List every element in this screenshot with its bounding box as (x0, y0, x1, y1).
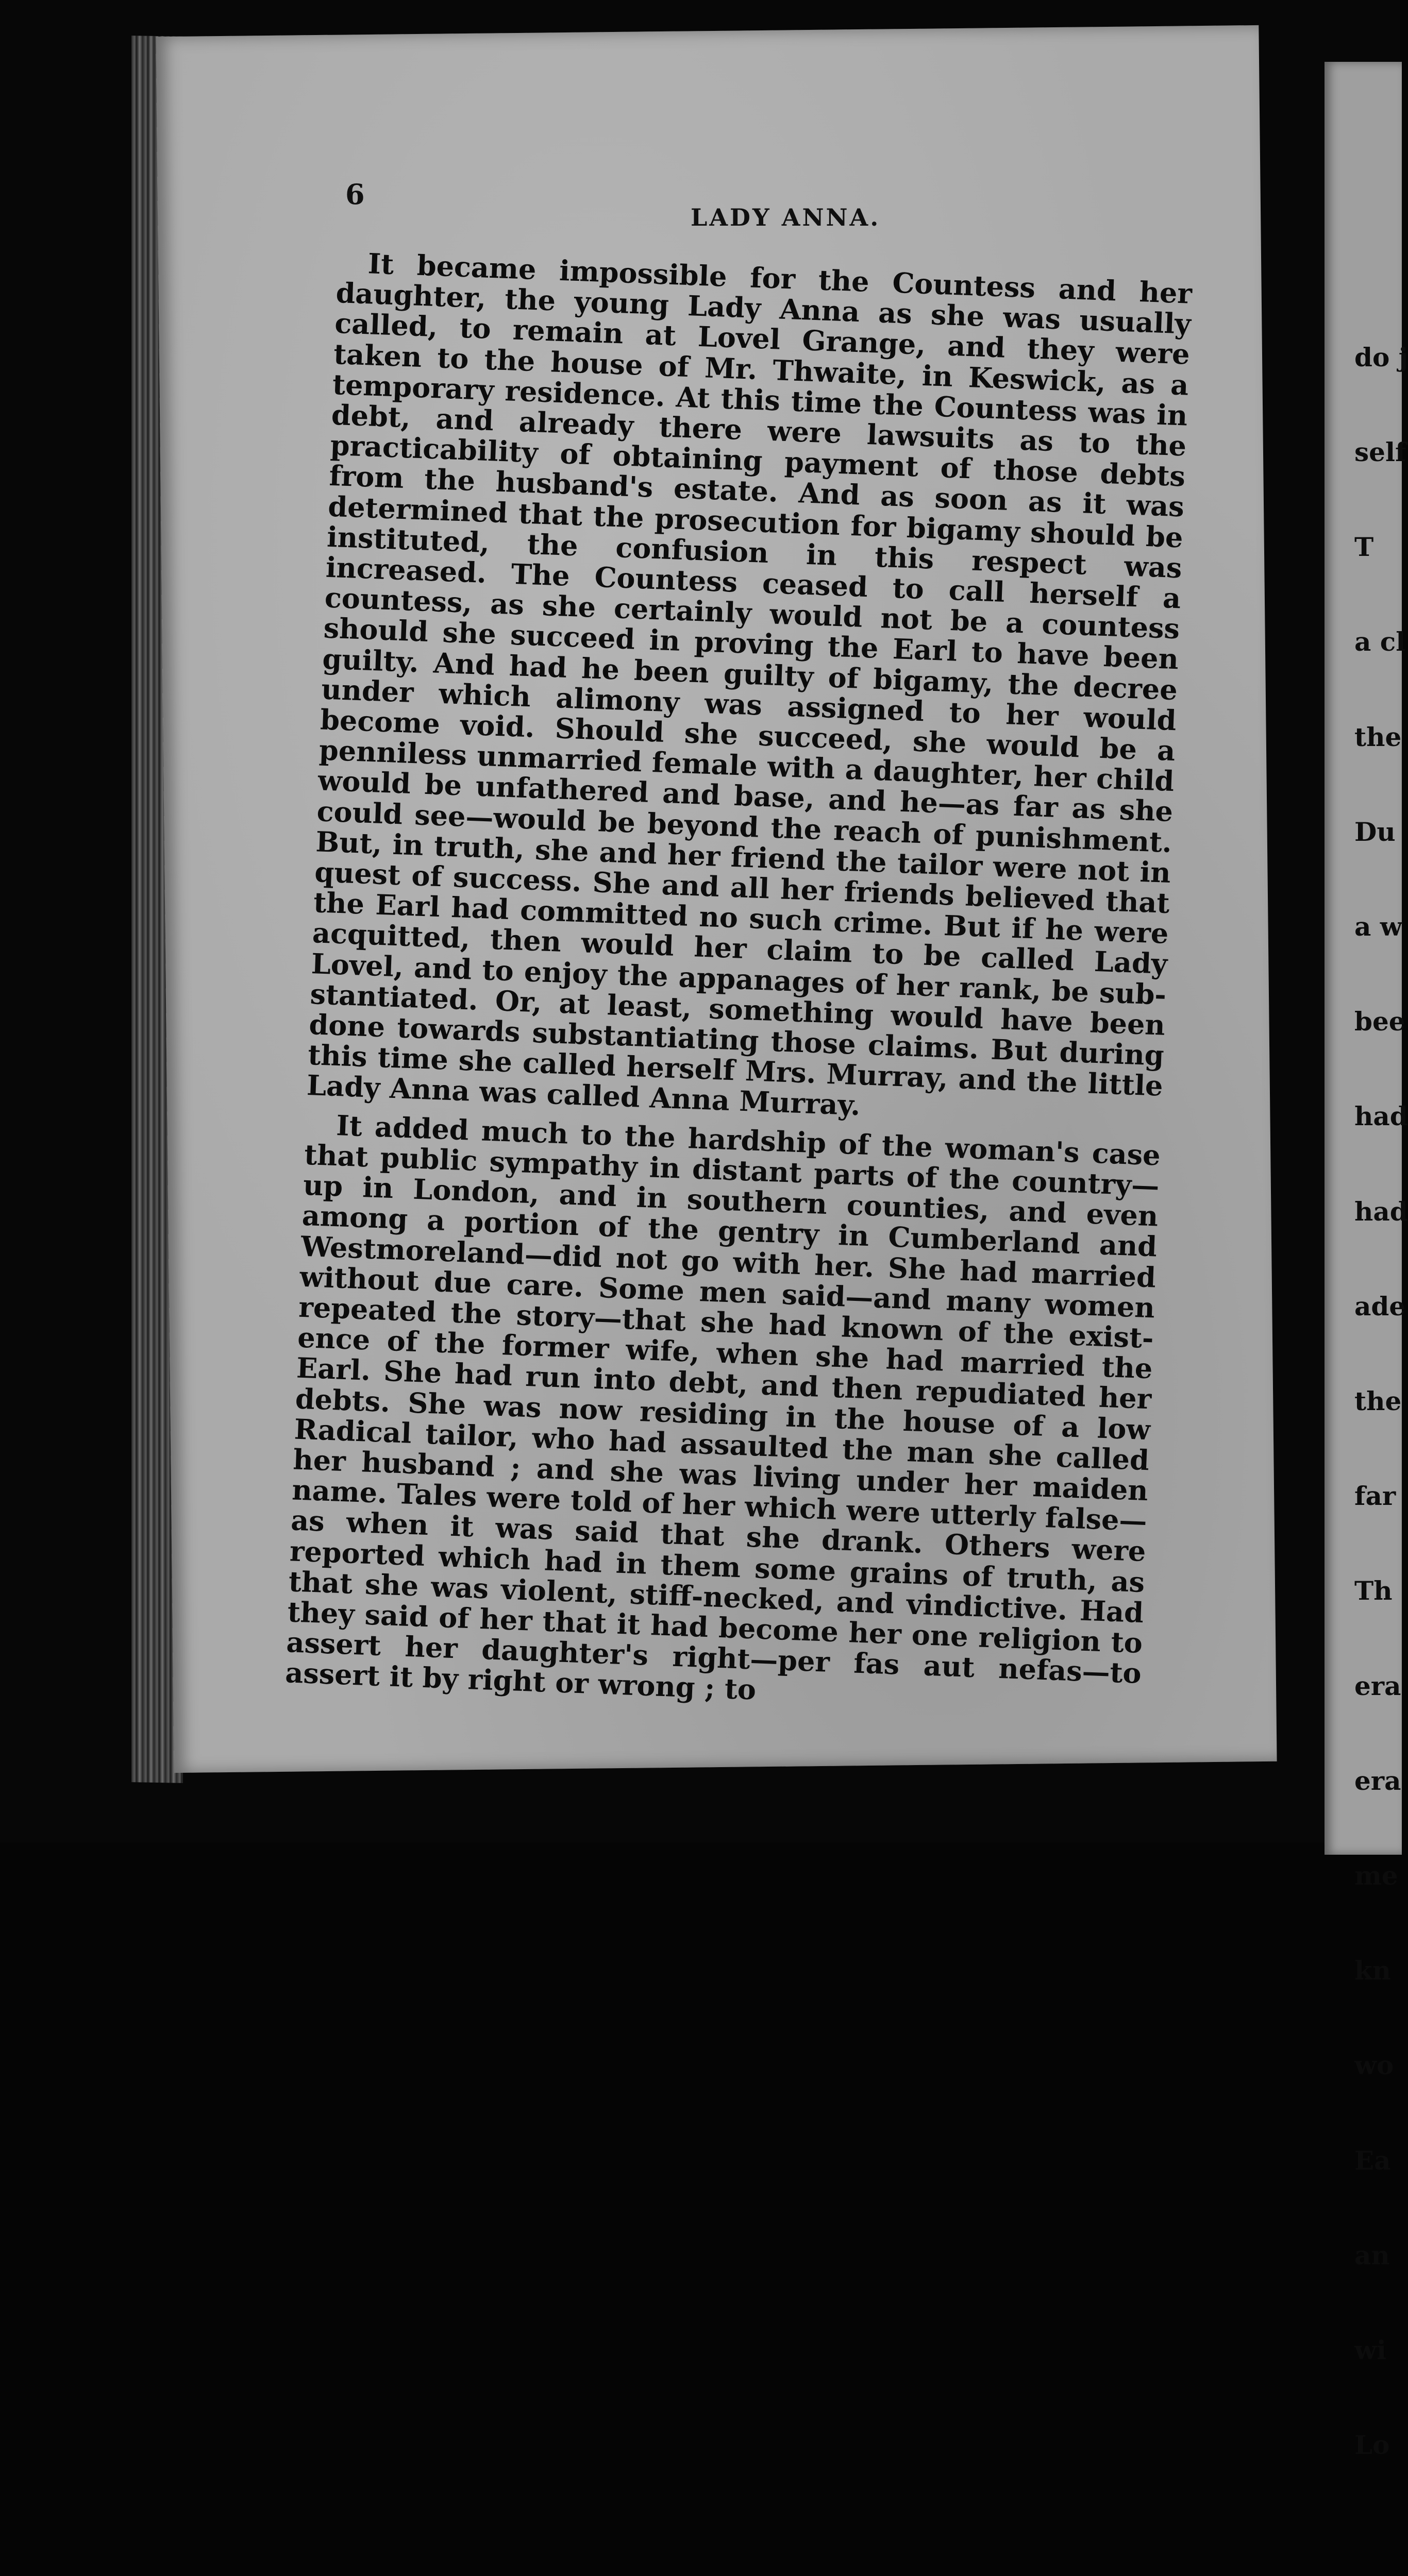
adjacent-line: era (1354, 1765, 1401, 1796)
adjacent-line: bee (1354, 1006, 1405, 1037)
adjacent-line: the (1354, 1386, 1402, 1417)
adjacent-line: ade (1354, 1291, 1406, 1321)
paragraph-1: It became impossible for the Countess and her daughter, the young Lady Anna as she was usually called, to remain at Lovel Grange, and they were taken to the house of Mr. Thwaite, in Keswick, as a temporary residence. At this time the Countess was in debt, and already there were lawsuits as to the practicability of obtaining payment of those debts from the husband's estate. And as soon as it was determined that the prosecution for bigamy should be instituted, the confusion in this respect was increased. The Countess ceased to call herself a countess, as she certainly would not be a countess should she succeed in proving the Earl to have been guilty. And had he been guilty of bigamy, the decree under which alimony was assigned to her would become void. Should she succeed, she would be a penniless unmarried female with a daughter, her child would be unfathered and base, and he—as far as she could see—would be beyond the reach of punishment. But, in truth, she and her friend the tailor were not in quest of success. She and all her friends believed that the Earl had committed no such crime. But if he were acquitted, then would her claim to be called Lady Lovel, and to enjoy the appanages of her rank, be substantiated. Or, at least, something would have been done towards substantiating those claims. But during this time she called herself Mrs. Murray, and the little Lady Anna was called Anna Murray. (306, 247, 1193, 1122)
adjacent-line: an (1354, 2240, 1390, 2270)
adjacent-line (1354, 2524, 1408, 2555)
adjacent-line: far (1354, 1481, 1396, 1512)
adjacent-line: era (1354, 1670, 1401, 1701)
adjacent-line: the (1354, 721, 1402, 752)
adjacent-page-text (1354, 278, 1408, 2576)
paragraph-2: It added much to the hardship of the woman's case that public sympathy in distant parts of the country—up in London, and in southern counties, and even among a portion of the gentry in Cumberland and Westmoreland—did not go with her. She had married without due care. Some men said—and many women repeated the story—that she had known of the existence of the former wife, when she had married the Earl. She had run into debt, and then repudiated her debts. She was now residing in the house of a low Radical tailor, who had assaulted the man she called her husband ; and she was living under her maiden name. Tales were told of her which were utterly false—as when it was said that she drank. Others were reported which had in them some grains of truth, as that she was violent, stiff-necked, and vindictive. Had they said of her that it had become her one religion to assert her daughter's right—per fas aut nefas—to assert it by right or wrong ; to (284, 1108, 1161, 1706)
adjacent-line: self (1354, 437, 1406, 468)
adjacent-line: a cl (1354, 626, 1406, 657)
adjacent-line: me (1354, 1860, 1398, 1891)
adjacent-line: a w (1354, 911, 1402, 942)
adjacent-line: wi (1354, 2335, 1387, 2366)
body-text (284, 247, 1192, 1719)
adjacent-line: T (1354, 532, 1374, 563)
adjacent-line: Th (1354, 1575, 1393, 1606)
adjacent-line: wo (1354, 2050, 1394, 2081)
page-number: 6 (345, 178, 365, 211)
adjacent-line: Du (1354, 816, 1396, 847)
adjacent-line: had (1354, 1101, 1408, 1132)
adjacent-line: do j (1354, 342, 1408, 372)
adjacent-line: had (1354, 1196, 1408, 1227)
running-head: LADY ANNA. (691, 204, 881, 231)
adjacent-line: Lo (1354, 2430, 1390, 2461)
adjacent-line: Ea (1354, 2145, 1391, 2176)
adjacent-line: kn (1354, 1955, 1391, 1986)
